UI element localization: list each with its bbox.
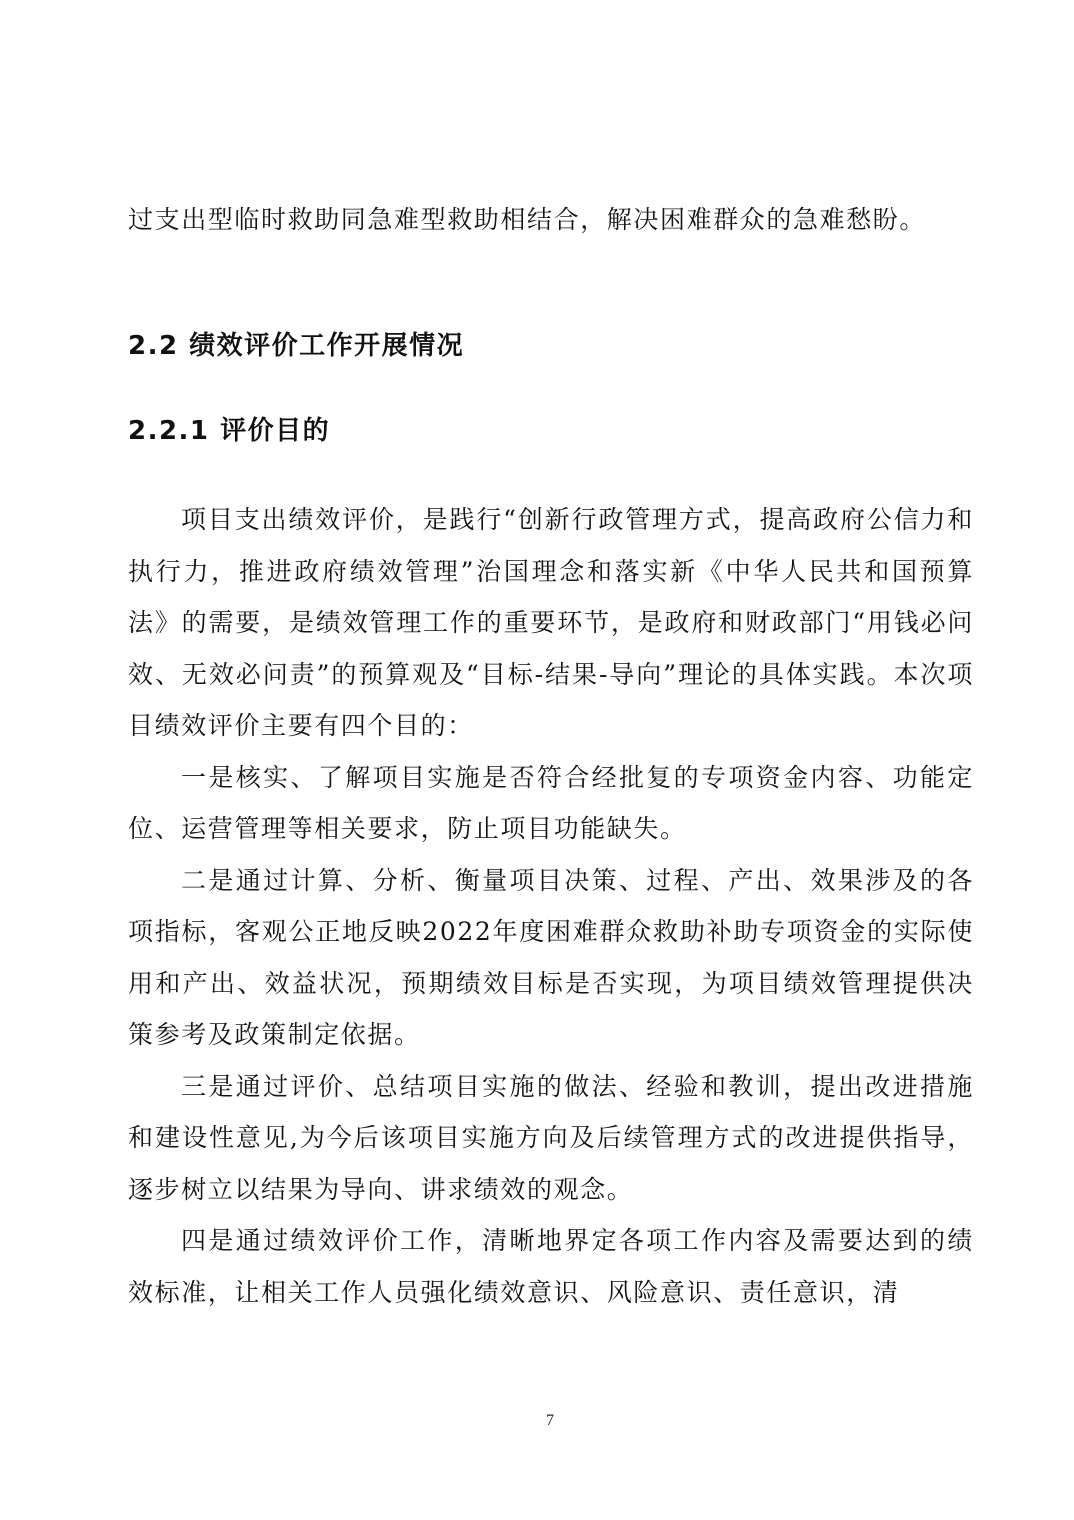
paragraph-purpose-3: 三是通过评价、总结项目实施的做法、经验和教训，提出改进措施和建设性意见,为今后该项目实施方向及后续管理方式的改进提供指导，逐步树立以结果为导向、讲求绩效的观念。 xyxy=(128,1071,974,1204)
page-number: 7 xyxy=(546,1412,554,1429)
paragraph-purpose-1: 一是核实、了解项目实施是否符合经批复的专项资金内容、功能定位、运营管理等相关要求，防止项目功能缺失。 xyxy=(128,762,974,843)
body-text xyxy=(128,494,974,1318)
paragraph-purpose-2: 二是通过计算、分析、衡量项目决策、过程、产出、效果涉及的各项指标，客观公正地反映2022年度困难群众救助补助专项资金的实际使用和产出、效益状况，预期绩效目标是否实现，为项目绩效管理提供决策参考及政策制定依据。 xyxy=(128,865,974,1049)
paragraph-purpose-4: 四是通过绩效评价工作，清晰地界定各项工作内容及需要达到的绩效标准，让相关工作人员强化绩效意识、风险意识、责任意识，清 xyxy=(128,1226,974,1307)
subsection-heading: 2.2.1 评价目的 xyxy=(128,416,331,446)
paragraph-intro: 项目支出绩效评价，是践行“创新行政管理方式，提高政府公信力和执行力，推进政府绩效管理”治国理念和落实新《中华人民共和国预算法》的需要，是绩效管理工作的重要环节，是政府和财政部门“用钱必问效、无效必问责”的预算观及“目标-结果-导向”理论的具体实践。本次项目绩效评价主要有四个目的： xyxy=(128,505,974,740)
continuation-paragraph: 过支出型临时救助同急难型救助相结合，解决困难群众的急难愁盼。 xyxy=(128,205,927,234)
section-heading: 2.2 绩效评价工作开展情况 xyxy=(128,331,465,361)
